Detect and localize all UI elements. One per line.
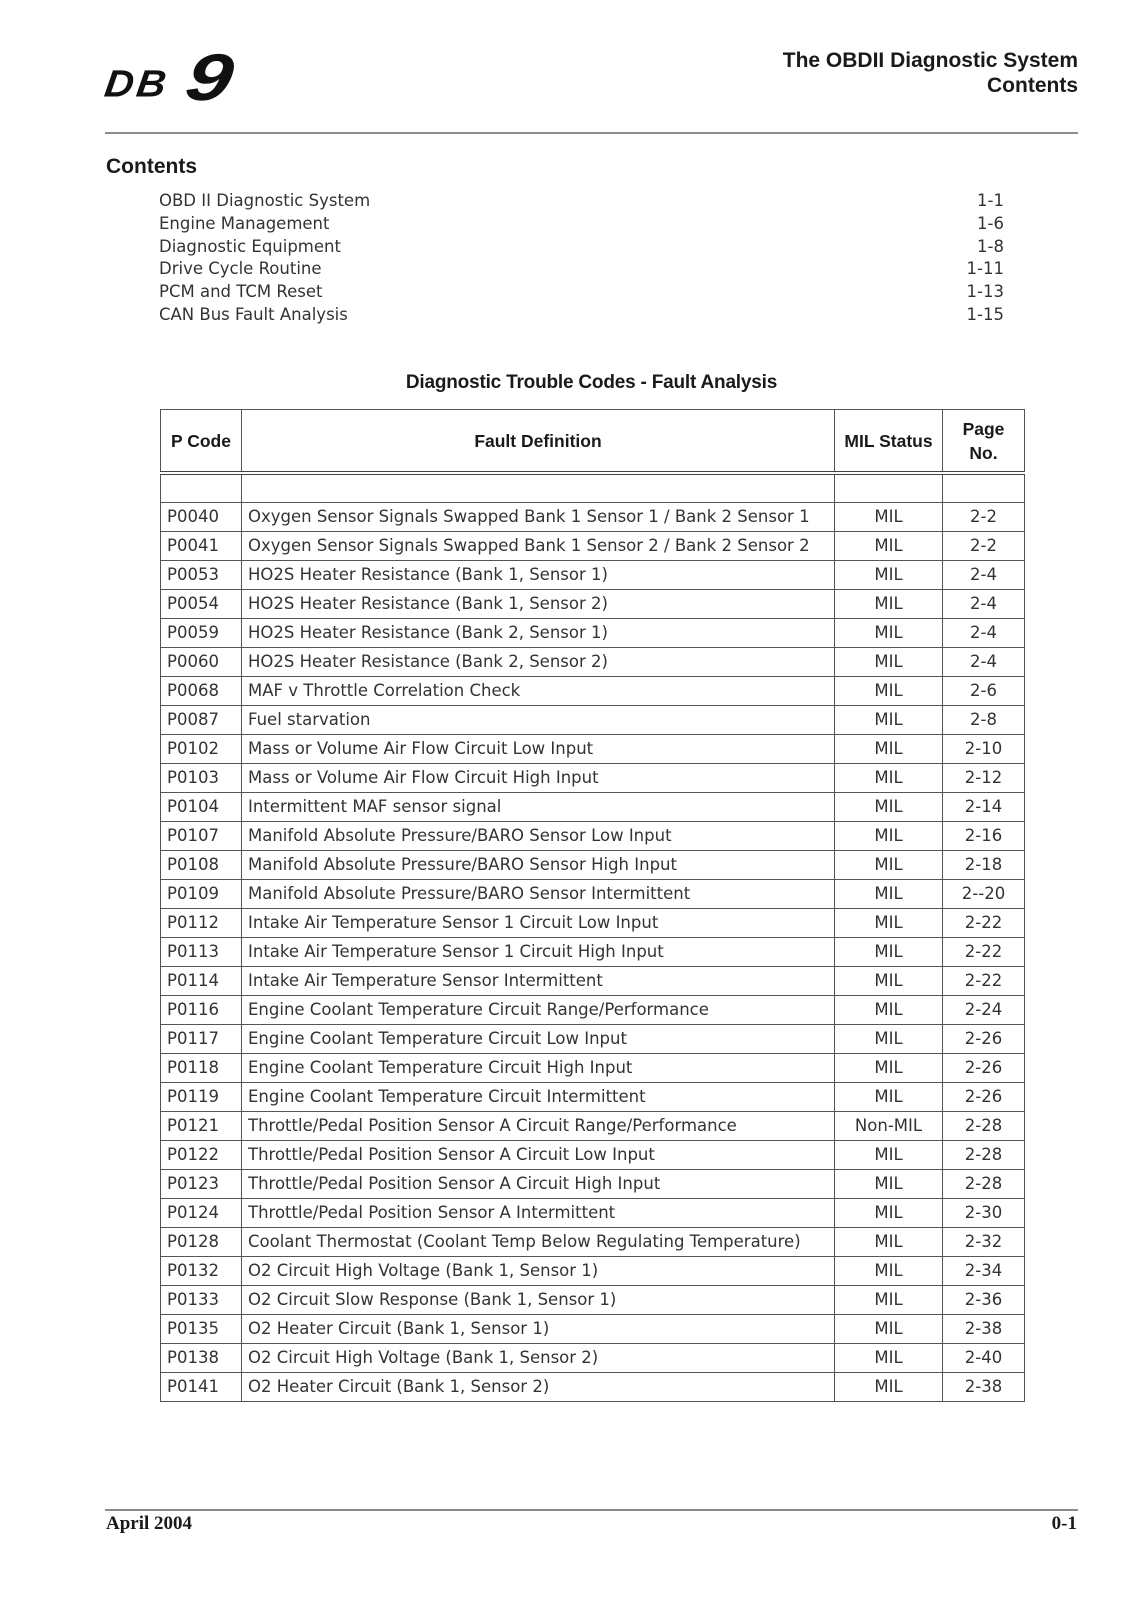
page-number-cell: 2-28 [943,1112,1025,1141]
fault-definition-cell: Oxygen Sensor Signals Swapped Bank 1 Sensor 2 / Bank 2 Sensor 2 [242,532,835,561]
p-code-cell: P0087 [161,706,242,735]
table-row [161,561,1025,590]
fault-definition-cell: MAF v Throttle Correlation Check [242,677,835,706]
mil-status-cell: MIL [835,938,943,967]
fault-definition-cell: O2 Circuit High Voltage (Bank 1, Sensor 2) [242,1344,835,1373]
fault-definition-cell: HO2S Heater Resistance (Bank 1, Sensor 1) [242,561,835,590]
page-number-cell: 2-4 [943,619,1025,648]
page-number-cell: 2-2 [943,503,1025,532]
table-row [161,851,1025,880]
toc-item-label: Diagnostic Equipment [159,236,341,256]
page-number-cell: 2--20 [943,880,1025,909]
dtc-table [160,409,1025,1402]
toc-item[interactable] [159,258,1004,281]
header-divider [105,132,1078,134]
p-code-cell: P0109 [161,880,242,909]
toc-item-page: 1-15 [966,304,1004,324]
page-number-cell: 2-26 [943,1025,1025,1054]
page-number-cell: 2-4 [943,648,1025,677]
mil-status-cell: MIL [835,996,943,1025]
p-code-cell: P0102 [161,735,242,764]
p-code-cell: P0114 [161,967,242,996]
toc-item[interactable] [159,304,1004,327]
page-number-cell: 2-38 [943,1315,1025,1344]
p-code-cell: P0060 [161,648,242,677]
page-number-cell: 2-10 [943,735,1025,764]
fault-definition-cell: Throttle/Pedal Position Sensor A Intermittent [242,1199,835,1228]
p-code-cell: P0112 [161,909,242,938]
mil-status-cell: MIL [835,1141,943,1170]
logo-9-text: 9 [180,40,240,114]
header-title-line1: The OBDII Diagnostic System [782,49,1078,72]
page-number-cell: 2-18 [943,851,1025,880]
p-code-cell: P0135 [161,1315,242,1344]
table-row [161,938,1025,967]
p-code-cell: P0040 [161,503,242,532]
fault-definition-cell: HO2S Heater Resistance (Bank 1, Sensor 2) [242,590,835,619]
page-number-cell: 2-28 [943,1170,1025,1199]
p-code-cell: P0117 [161,1025,242,1054]
page-number-cell: 2-2 [943,532,1025,561]
mil-status-cell: MIL [835,851,943,880]
fault-definition-cell: Intake Air Temperature Sensor 1 Circuit High Input [242,938,835,967]
mil-status-cell: MIL [835,503,943,532]
page-number-cell: 2-32 [943,1228,1025,1257]
toc-item-page: 1-6 [977,213,1004,233]
table-row [161,967,1025,996]
contents-heading: Contents [106,155,197,178]
mil-status-cell: MIL [835,1054,943,1083]
toc-item[interactable] [159,213,1004,236]
db9-logo [102,40,240,114]
mil-status-cell: MIL [835,1344,943,1373]
p-code-cell: P0138 [161,1344,242,1373]
fault-definition-cell: Mass or Volume Air Flow Circuit Low Input [242,735,835,764]
fault-definition-cell: Engine Coolant Temperature Circuit Low Input [242,1025,835,1054]
dtc-table-title: Diagnostic Trouble Codes - Fault Analysis [405,372,778,393]
column-header-p-code: P Code [161,410,242,474]
toc-item-page: 1-8 [977,236,1004,256]
page-number-cell: 2-22 [943,938,1025,967]
empty-spacer-row [161,473,1025,503]
column-header-fault-definition: Fault Definition [242,410,835,474]
fault-definition-cell: O2 Circuit High Voltage (Bank 1, Sensor 1) [242,1257,835,1286]
mil-status-cell: MIL [835,648,943,677]
fault-definition-cell: O2 Circuit Slow Response (Bank 1, Sensor 1) [242,1286,835,1315]
mil-status-cell: MIL [835,677,943,706]
p-code-cell: P0132 [161,1257,242,1286]
p-code-cell: P0104 [161,793,242,822]
p-code-cell: P0141 [161,1373,242,1402]
table-row [161,764,1025,793]
header-title-line2: Contents [987,74,1078,97]
mil-status-cell: Non-MIL [835,1112,943,1141]
page-number-cell: 2-22 [943,909,1025,938]
toc-item[interactable] [159,190,1004,213]
table-of-contents [159,190,1004,327]
p-code-cell: P0121 [161,1112,242,1141]
table-row [161,880,1025,909]
empty-cell [242,473,835,503]
fault-definition-cell: Oxygen Sensor Signals Swapped Bank 1 Sensor 1 / Bank 2 Sensor 1 [242,503,835,532]
mil-status-cell: MIL [835,967,943,996]
fault-definition-cell: Engine Coolant Temperature Circuit Intermittent [242,1083,835,1112]
table-row [161,1112,1025,1141]
toc-item-page: 1-13 [966,282,1004,302]
table-row [161,677,1025,706]
p-code-cell: P0119 [161,1083,242,1112]
table-row [161,1025,1025,1054]
page-number-cell: 2-14 [943,793,1025,822]
p-code-cell: P0068 [161,677,242,706]
column-header-mil-status: MIL Status [835,410,943,474]
page-number-cell: 2-26 [943,1054,1025,1083]
dtc-table-header-row [161,410,1025,474]
table-row [161,1141,1025,1170]
toc-item-page: 1-11 [966,259,1004,279]
table-row [161,648,1025,677]
table-row [161,532,1025,561]
p-code-cell: P0128 [161,1228,242,1257]
table-row [161,1054,1025,1083]
p-code-cell: P0133 [161,1286,242,1315]
fault-definition-cell: Fuel starvation [242,706,835,735]
fault-definition-cell: O2 Heater Circuit (Bank 1, Sensor 2) [242,1373,835,1402]
mil-status-cell: MIL [835,1286,943,1315]
mil-status-cell: MIL [835,1257,943,1286]
mil-status-cell: MIL [835,735,943,764]
page-number-cell: 2-40 [943,1344,1025,1373]
table-row [161,1344,1025,1373]
table-row [161,590,1025,619]
mil-status-cell: MIL [835,822,943,851]
fault-definition-cell: Throttle/Pedal Position Sensor A Circuit Range/Performance [242,1112,835,1141]
fault-definition-cell: HO2S Heater Resistance (Bank 2, Sensor 2) [242,648,835,677]
fault-definition-cell: Mass or Volume Air Flow Circuit High Input [242,764,835,793]
mil-status-cell: MIL [835,1315,943,1344]
empty-cell [835,473,943,503]
table-row [161,619,1025,648]
footer-date: April 2004 [106,1513,193,1534]
mil-status-cell: MIL [835,909,943,938]
p-code-cell: P0041 [161,532,242,561]
toc-item[interactable] [159,236,1004,259]
fault-definition-cell: Engine Coolant Temperature Circuit Range/Performance [242,996,835,1025]
toc-item-label: Drive Cycle Routine [159,259,322,279]
fault-definition-cell: Manifold Absolute Pressure/BARO Sensor Intermittent [242,880,835,909]
table-row [161,503,1025,532]
page-number-cell: 2-36 [943,1286,1025,1315]
table-row [161,1170,1025,1199]
p-code-cell: P0107 [161,822,242,851]
page-number-cell: 2-30 [943,1199,1025,1228]
column-header-page-line1: Page [962,418,1005,439]
page-number-cell: 2-38 [943,1373,1025,1402]
toc-item-label: OBD II Diagnostic System [159,191,371,210]
page-number-cell: 2-4 [943,590,1025,619]
fault-definition-cell: Intake Air Temperature Sensor 1 Circuit Low Input [242,909,835,938]
p-code-cell: P0103 [161,764,242,793]
table-row [161,1286,1025,1315]
table-row [161,1228,1025,1257]
mil-status-cell: MIL [835,793,943,822]
page-header-title [783,48,1078,98]
table-row [161,1199,1025,1228]
page-number-cell: 2-12 [943,764,1025,793]
table-row [161,1257,1025,1286]
page-number-cell: 2-26 [943,1083,1025,1112]
p-code-cell: P0113 [161,938,242,967]
table-row [161,793,1025,822]
p-code-cell: P0118 [161,1054,242,1083]
table-row [161,1315,1025,1344]
p-code-cell: P0124 [161,1199,242,1228]
toc-item[interactable] [159,281,1004,304]
fault-definition-cell: Manifold Absolute Pressure/BARO Sensor Low Input [242,822,835,851]
mil-status-cell: MIL [835,1199,943,1228]
mil-status-cell: MIL [835,1025,943,1054]
p-code-cell: P0122 [161,1141,242,1170]
mil-status-cell: MIL [835,1083,943,1112]
mil-status-cell: MIL [835,1228,943,1257]
fault-definition-cell: Engine Coolant Temperature Circuit High Input [242,1054,835,1083]
p-code-cell: P0053 [161,561,242,590]
p-code-cell: P0108 [161,851,242,880]
empty-cell [161,473,242,503]
logo-db-text: DB [102,63,172,105]
mil-status-cell: MIL [835,532,943,561]
page-number-cell: 2-6 [943,677,1025,706]
mil-status-cell: MIL [835,1170,943,1199]
page-number-cell: 2-22 [943,967,1025,996]
toc-item-label: PCM and TCM Reset [159,282,323,302]
mil-status-cell: MIL [835,590,943,619]
table-row [161,735,1025,764]
p-code-cell: P0116 [161,996,242,1025]
toc-item-label: CAN Bus Fault Analysis [159,304,348,324]
empty-cell [943,473,1025,503]
page-number-cell: 2-28 [943,1141,1025,1170]
page-number-cell: 2-4 [943,561,1025,590]
mil-status-cell: MIL [835,880,943,909]
fault-definition-cell: O2 Heater Circuit (Bank 1, Sensor 1) [242,1315,835,1344]
table-row [161,1373,1025,1402]
table-row [161,909,1025,938]
mil-status-cell: MIL [835,561,943,590]
column-header-page-line2: No. [969,442,998,463]
fault-definition-cell: Coolant Thermostat (Coolant Temp Below Regulating Temperature) [242,1228,835,1257]
table-row [161,1083,1025,1112]
fault-definition-cell: Throttle/Pedal Position Sensor A Circuit High Input [242,1170,835,1199]
toc-item-label: Engine Management [159,213,330,233]
fault-definition-cell: Intake Air Temperature Sensor Intermittent [242,967,835,996]
mil-status-cell: MIL [835,706,943,735]
footer-divider [105,1509,1078,1511]
table-row [161,996,1025,1025]
table-row [161,822,1025,851]
toc-item-page: 1-1 [977,191,1004,210]
mil-status-cell: MIL [835,619,943,648]
p-code-cell: P0123 [161,1170,242,1199]
footer-page-number: 0-1 [1051,1513,1077,1534]
page-number-cell: 2-24 [943,996,1025,1025]
page-number-cell: 2-16 [943,822,1025,851]
table-row [161,706,1025,735]
column-header-page-no [943,410,1025,474]
p-code-cell: P0054 [161,590,242,619]
fault-definition-cell: Manifold Absolute Pressure/BARO Sensor High Input [242,851,835,880]
fault-definition-cell: Intermittent MAF sensor signal [242,793,835,822]
mil-status-cell: MIL [835,1373,943,1402]
mil-status-cell: MIL [835,764,943,793]
p-code-cell: P0059 [161,619,242,648]
page-number-cell: 2-34 [943,1257,1025,1286]
fault-definition-cell: Throttle/Pedal Position Sensor A Circuit Low Input [242,1141,835,1170]
fault-definition-cell: HO2S Heater Resistance (Bank 2, Sensor 1) [242,619,835,648]
page-number-cell: 2-8 [943,706,1025,735]
